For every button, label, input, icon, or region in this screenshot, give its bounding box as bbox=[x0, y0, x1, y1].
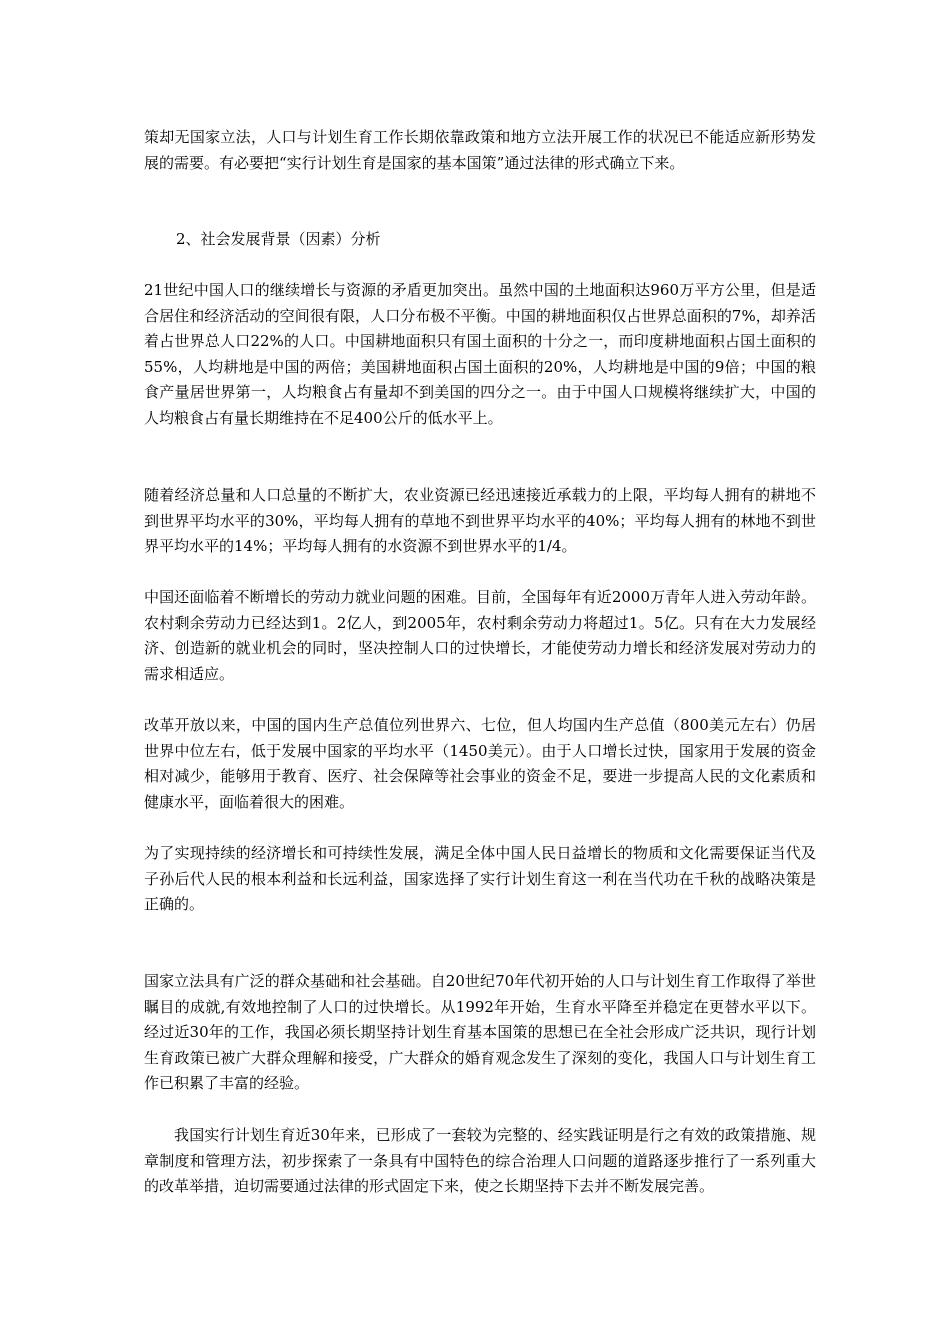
paragraph-legislation-need: 策却无国家立法，人口与计划生育工作长期依靠政策和地方立法开展工作的状况已不能适应新形势发展的需要。有必要把“实行计划生育是国家的基本国策”通过法律的形式确立下来。 bbox=[144, 128, 816, 172]
paragraph-gdp: 改革开放以来，中国的国内生产总值位列世界六、七位，但人均国内生产总值（800美元左右）仍居世界中位左右，低于发展中国家的平均水平（1450美元）。由于人口增长过快，国家用于发展的资金相对减少，能够用于教育、医疗、社会保障等社会事业的资金不足，要进一步提高人民的文化素质和健康水平，面临着很大的困难。 bbox=[144, 716, 816, 811]
paragraph-strategy: 为了实现持续的经济增长和可持续性发展，满足全体中国人民日益增长的物质和文化需要保证当代及子孙后代人民的根本利益和长远利益，国家选择了实行计划生育这一利在当代功在千秋的战略决策是正确的。 bbox=[144, 844, 816, 914]
paragraph-agricultural-resources: 随着经济总量和人口总量的不断扩大，农业资源已经迅速接近承载力的上限，平均每人拥有的耕地不到世界平均水平的30%，平均每人拥有的草地不到世界平均水平的40%；平均每人拥有的林地不到世界平均水平的14%；平均每人拥有的水资源不到世界水平的1/4。 bbox=[144, 486, 816, 556]
paragraph-population-resources: 21世纪中国人口的继续增长与资源的矛盾更加突出。虽然中国的土地面积达960万平方公里，但是适合居住和经济活动的空间很有限，人口分布极不平衡。中国的耕地面积仅占世界总面积的7%，却养活着占世界总人口22%的人口。中国耕地面积只有国土面积的十分之一，而印度耕地面积占国土面积的55%，人均耕地是中国的两倍；美国耕地面积占国土面积的20%，人均耕地是中国的9倍；中国的粮食产量居世界第一，人均粮食占有量却不到美国的四分之一。由于中国人口规模将继续扩大，中国的人均粮食占有量长期维持在不足400公斤的低水平上。 bbox=[144, 281, 816, 427]
paragraph-experience: 我国实行计划生育近30年来，已形成了一套较为完整的、经实践证明是行之有效的政策措施、规章制度和管理方法，初步探索了一条具有中国特色的综合治理人口问题的道路逐步推行了一系列重大的改革举措，迫切需要通过法律的形式固定下来，使之长期坚持下去并不断发展完善。 bbox=[144, 1126, 816, 1196]
paragraph-employment: 中国还面临着不断增长的劳动力就业问题的困难。目前，全国每年有近2000万青年人进入劳动年龄。农村剩余劳动力已经达到1。2亿人，到2005年，农村剩余劳动力将超过1。5亿。只有在大力发展经济、创造新的就业机会的同时，坚决控制人口的过快增长，才能使劳动力增长和经济发展对劳动力的需求相适应。 bbox=[144, 588, 816, 683]
paragraph-public-foundation: 国家立法具有广泛的群众基础和社会基础。自20世纪70年代初开始的人口与计划生育工作取得了举世瞩目的成就,有效地控制了人口的过快增长。从1992年开始，生育水平降至并稳定在更替水平以下。经过近30年的工作，我国必须长期坚持计划生育基本国策的思想已在全社会形成广泛共识，现行计划生育政策已被广大群众理解和接受，广大群众的婚育观念发生了深刻的变化，我国人口与计划生育工作已积累了丰富的经验。 bbox=[144, 972, 816, 1093]
section-heading-social-background: 2、社会发展背景（因素）分析 bbox=[176, 230, 381, 248]
